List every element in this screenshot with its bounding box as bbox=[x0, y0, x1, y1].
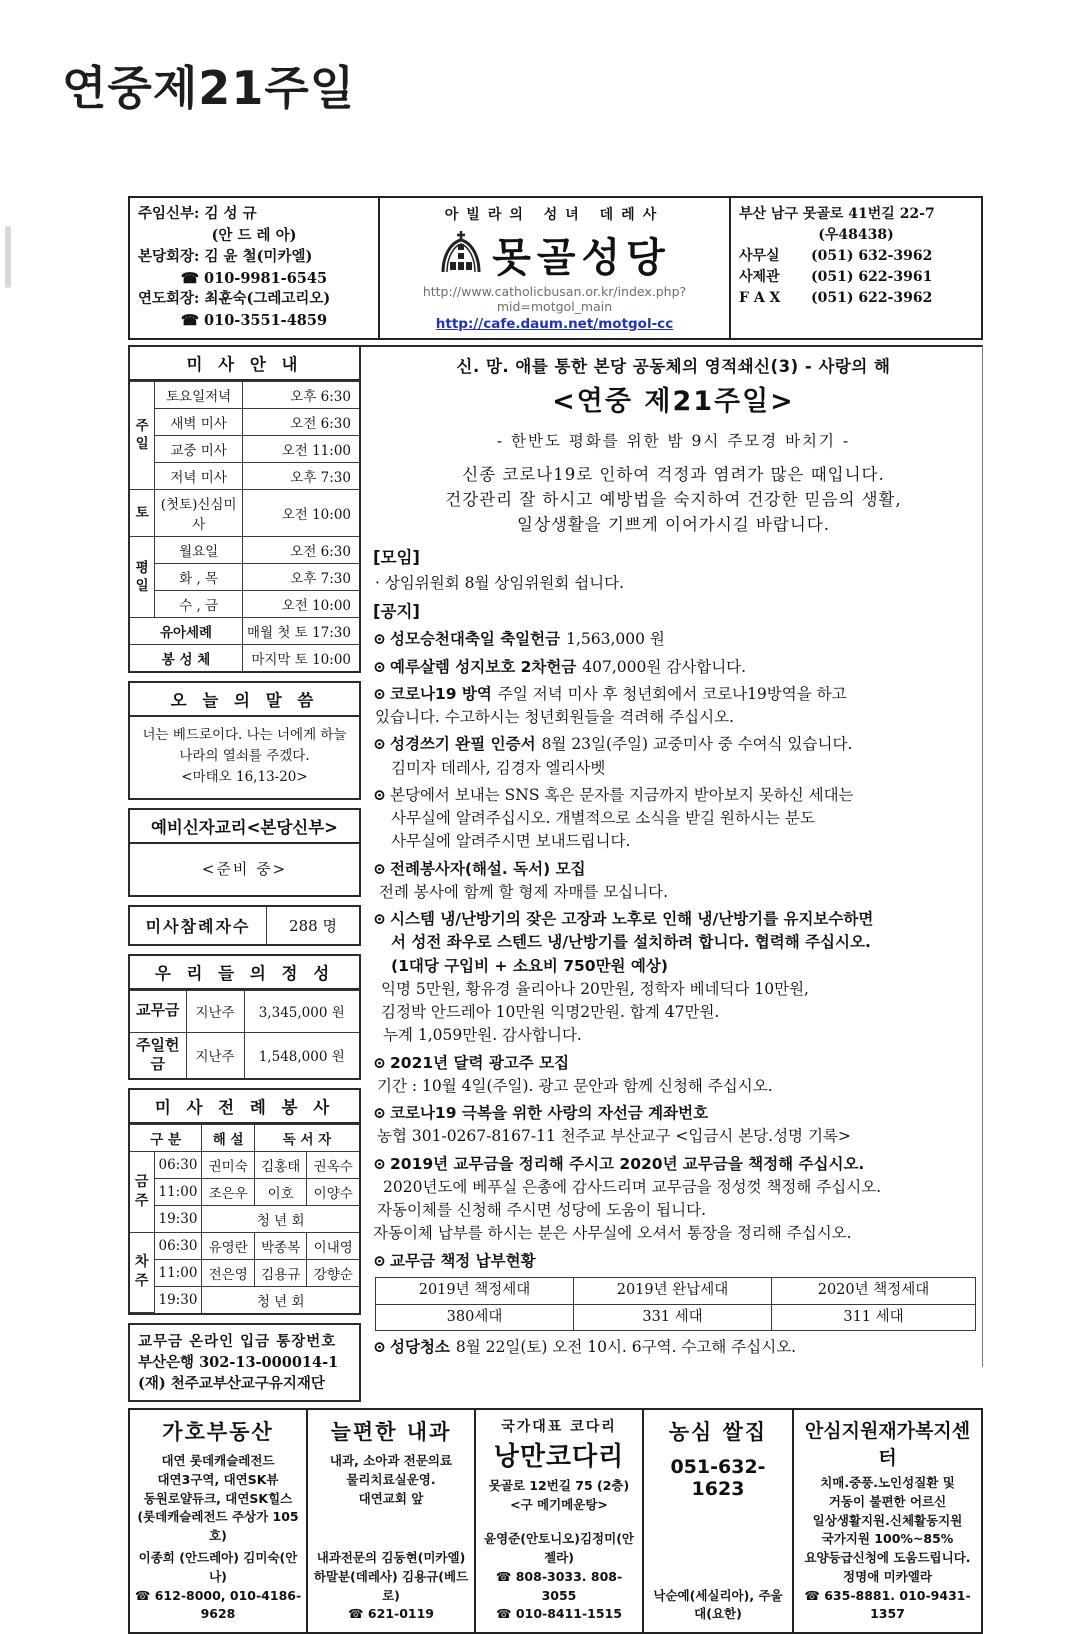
yeondo-name: 최훈숙(그레고리오) bbox=[204, 290, 331, 308]
sidebar bbox=[128, 345, 361, 1402]
bullet-icon: ⊙ bbox=[373, 1337, 386, 1357]
offering-table bbox=[130, 990, 359, 1078]
offering-title: 우 리 들 의 정 성 bbox=[130, 956, 359, 990]
notice-item: ⊙ 전례봉사자(해설. 독서) 모집 전례 봉사에 함께 할 형제 자매를 모십니다. bbox=[373, 858, 669, 901]
table-row: 11:00 전은영 김용규 강향순 bbox=[130, 1259, 359, 1286]
rectory-phone: (051) 622-3961 bbox=[811, 269, 933, 285]
ad-phone: ☎ 635-8881. 010-9431-1357 bbox=[804, 1587, 971, 1622]
main-content bbox=[361, 345, 983, 1367]
notice-list bbox=[373, 627, 974, 1359]
mass-schedule-table bbox=[130, 381, 359, 671]
yeondo-phone: ☎ 010-3551-4859 bbox=[180, 312, 328, 330]
ad-title: 늘편한 내과 bbox=[330, 1420, 452, 1445]
this-week-label: 금주 bbox=[130, 1151, 154, 1232]
communion-visit-time: 마지막 토 10:00 bbox=[243, 644, 359, 671]
bullet-icon: ⊙ bbox=[373, 784, 386, 804]
bank-account-title: 교무금 온라인 입금 통장번호 bbox=[138, 1333, 337, 1351]
catechism-box bbox=[128, 808, 361, 897]
church-address: 부산 남구 못골로 41번길 22-7 bbox=[739, 206, 935, 222]
ad-welfare-center: 안심지원재가복지센터 치매.중풍.노인성질환 및 거동이 불편한 어르신 일상생활지원.신체활동지원 국가지원 100%~85% 요양등급신청에 도움드립니다. 정명애 미카엘라 ☎ 635-8881. 010-9431-1357 bbox=[794, 1410, 981, 1632]
bullet-icon: ⊙ bbox=[373, 1153, 386, 1173]
bulletin-scan bbox=[128, 196, 983, 1634]
table-row bbox=[130, 644, 359, 671]
attendance-box bbox=[128, 905, 361, 946]
table-row: 새벽 미사 오전 6:30 bbox=[130, 408, 359, 435]
notice-item: ⊙ 성당청소 8월 22일(토) 오전 10시. 6구역. 수고해 주십시오. bbox=[373, 1337, 797, 1357]
servers-box bbox=[128, 1088, 361, 1316]
diocese-url: http://www.catholicbusan.or.kr/index.php?mid=motgol_main bbox=[422, 284, 687, 315]
notice-item: ⊙ 시스템 냉/난방기의 잦은 고장과 노후로 인해 냉/난방기를 유지보수하면 서 성전 좌우로 스텐드 냉/난방기를 설치하려 합니다. 협력해 주십시오. (1대당 구입비 + 소요비 750만원 예상) 익명 5만원, 황유경 율리아나 20만원, 정학자 베네딕다 10만원, 김정박 안드레아 10만원 익명2만원. 합계 47만원. 누계 1,059만원. 감사합니다. bbox=[373, 909, 874, 1045]
prayer-call: - 한반도 평화를 위한 밤 9시 주모경 바치기 - bbox=[496, 432, 851, 451]
bullet-icon: ⊙ bbox=[373, 629, 386, 649]
mass-schedule-title: 미 사 안 내 bbox=[130, 347, 359, 381]
notice-item: ⊙ 교무금 책정 납부현황 2019년 책정세대 2019년 완납세대 2020년 책정세대 380세대 331 세대 311 세대 bbox=[373, 1249, 974, 1332]
catechism-status: <준비 중> bbox=[201, 859, 288, 878]
table-row: 수 , 금 오전 10:00 bbox=[130, 590, 359, 617]
bank-account-box bbox=[128, 1323, 361, 1402]
group-saturday: 토 bbox=[130, 489, 155, 536]
ad-phone: ☎ 010-8411-1515 bbox=[496, 1606, 622, 1622]
chair-name: 김 윤 철(미카엘) bbox=[204, 247, 313, 265]
attendance-label: 미사참례자수 bbox=[130, 907, 267, 944]
bulletin-header bbox=[128, 196, 983, 340]
notice-header: [공지] bbox=[373, 601, 420, 621]
notice-item: ⊙ 2021년 달력 광고주 모집 기간 : 10월 4일(주일). 광고 문안과 함께 신청해 주십시오. bbox=[373, 1052, 773, 1095]
contact-info bbox=[731, 198, 981, 338]
meeting-header: [모임] bbox=[373, 547, 420, 567]
group-weekday: 평일 bbox=[130, 536, 155, 617]
table-row: 19:30 청 년 회 bbox=[130, 1205, 359, 1232]
ad-title: 가호부동산 bbox=[162, 1420, 274, 1445]
table-row: 교무금 지난주 3,345,000 원 bbox=[130, 990, 359, 1032]
church-logo-icon bbox=[438, 230, 484, 278]
servers-table bbox=[130, 1124, 359, 1314]
next-week-label: 차주 bbox=[130, 1232, 154, 1313]
notice-item: ⊙ 코로나19 방역 주일 저녁 미사 후 청년회에서 코로나19방역을 하고 있습니다. 수고하시는 청년회원들을 격려해 주십시오. bbox=[373, 683, 847, 727]
servers-title: 미 사 전 례 봉 사 bbox=[130, 1090, 359, 1124]
cafe-url: http://cafe.daum.net/motgol-cc bbox=[435, 315, 674, 332]
table-row: 평일 월요일 오전 6:30 bbox=[130, 536, 359, 563]
yeondo-label: 연도회장: bbox=[138, 290, 200, 308]
notice-item: ⊙ 예루살렘 성지보호 2차헌금 407,000원 감사합니다. bbox=[373, 656, 747, 676]
catechism-title: 예비신자교리<본당신부> bbox=[130, 810, 359, 844]
table-row: 주일 토요일저녁 오후 6:30 bbox=[130, 381, 359, 408]
infant-baptism-label: 유아세례 bbox=[130, 617, 243, 644]
gospel-reference: <마태오 16,13-20> bbox=[181, 768, 308, 785]
bank-account-holder: (재) 천주교부산교구유지재단 bbox=[138, 1375, 325, 1393]
fax-label: F A X bbox=[739, 290, 781, 306]
bullet-icon: ⊙ bbox=[373, 656, 386, 676]
table-row: 구 분 해 설 독 서 자 bbox=[130, 1124, 359, 1151]
notice-item: ⊙ 본당에서 보내는 SNS 혹은 문자를 지금까지 받아보지 못하신 세대는 사무실에 알려주십시오. 개별적으로 소식을 받길 원하시는 분도 사무실에 알려주시면 보내드립니다. bbox=[373, 784, 854, 851]
ad-phone: ☎ 612-8000, 010-4186-9628 bbox=[134, 1587, 302, 1622]
clergy-info bbox=[130, 198, 380, 338]
mass-schedule-box bbox=[128, 345, 361, 673]
notice-item: ⊙ 성모승천대축일 축일헌금 1,563,000 원 bbox=[373, 629, 665, 649]
ad-title: 낭만코다리 bbox=[493, 1442, 625, 1473]
offering-box bbox=[128, 954, 361, 1080]
group-sunday: 주일 bbox=[130, 381, 155, 489]
notice-item: ⊙ 코로나19 극복을 위한 사랑의 자선금 계좌번호 농협 301-0267-8167-11 천주교 부산교구 <입금시 본당.성명 기록> bbox=[373, 1103, 851, 1146]
ad-title: 안심지원재가복지센터 bbox=[804, 1420, 971, 1470]
table-row: 화 , 목 오후 7:30 bbox=[130, 563, 359, 590]
bullet-icon: ⊙ bbox=[373, 1250, 386, 1270]
bullet-icon: ⊙ bbox=[373, 734, 386, 754]
table-row: 교중 미사 오전 11:00 bbox=[130, 435, 359, 462]
fax-phone: (051) 622-3962 bbox=[811, 290, 933, 306]
table-row: 2019년 책정세대 2019년 완납세대 2020년 책정세대 bbox=[376, 1277, 976, 1304]
bullet-icon: ⊙ bbox=[373, 909, 386, 929]
attendance-count: 288 명 bbox=[289, 916, 337, 935]
patron-saint: 아빌라의 성녀 데레사 bbox=[444, 207, 665, 223]
table-row: 저녁 미사 오후 7:30 bbox=[130, 462, 359, 489]
table-row: 금주 06:30 권미숙 김홍태 권옥수 bbox=[130, 1151, 359, 1178]
pastor-baptismal-name: (안 드 레 아) bbox=[211, 227, 297, 245]
bullet-icon: ⊙ bbox=[373, 1103, 386, 1123]
ad-clinic: 늘편한 내과 내과, 소아과 전문의료 물리치료실운영. 대연교회 앞 내과전문의 김동현(미카엘) 하말분(데레사) 김용규(베드로) ☎ 621-0119 bbox=[308, 1410, 476, 1632]
meeting-item: · 상임위원회 8월 상임위원회 쉽니다. bbox=[375, 574, 625, 593]
bullet-icon: ⊙ bbox=[373, 683, 386, 703]
bullet-icon: ⊙ bbox=[373, 1052, 386, 1072]
table-row bbox=[130, 617, 359, 644]
pastor-name: 김 성 규 bbox=[204, 205, 257, 222]
ad-real-estate: 가호부동산 대연 롯데캐슬레전드 대연3구역, 대연SK뷰 동원로얄듀크, 대연SK힐스 (롯데캐슬레전드 주상가 105호) 이종희 (안드레아) 김미숙(안나) ☎ 612-8000, 010-4186-9628 bbox=[130, 1410, 308, 1632]
communion-visit-label: 봉 성 체 bbox=[130, 644, 243, 671]
office-label: 사무실 bbox=[739, 248, 780, 264]
ad-phone: 051-632-1623 bbox=[670, 1456, 766, 1501]
notice-item: ⊙ 성경쓰기 완필 인증서 8월 23일(주일) 교중미사 중 수여식 있습니다. 김미자 데레사, 김경자 엘리사벳 bbox=[373, 734, 853, 777]
church-name: 못골성당 bbox=[492, 234, 671, 281]
ad-subtitle: 국가대표 코다리 bbox=[501, 1419, 617, 1436]
bank-account-number: 부산은행 302-13-000014-1 bbox=[138, 1354, 339, 1372]
postal-code: (우48438) bbox=[818, 227, 894, 243]
ad-phone: ☎ 621-0119 bbox=[348, 1606, 434, 1622]
campaign-line: 신. 망. 애를 통한 본당 공동체의 영적쇄신(3) - 사랑의 해 bbox=[456, 356, 891, 376]
rectory-label: 사제관 bbox=[739, 269, 780, 285]
church-identity bbox=[380, 198, 731, 338]
week-heading: <연중 제21주일> bbox=[552, 385, 795, 417]
pastor-label: 주임신부: bbox=[138, 205, 200, 222]
table-row: 토 (첫토)신심미사 오전 10:00 bbox=[130, 489, 359, 536]
assessment-table bbox=[375, 1277, 976, 1332]
todays-word-box bbox=[128, 681, 361, 800]
ads-row bbox=[128, 1408, 983, 1634]
ad-phone: ☎ 808-3033. 808-3055 bbox=[495, 1568, 623, 1603]
office-phone: (051) 632-3962 bbox=[811, 248, 933, 264]
table-row: 주일헌금 지난주 1,548,000 원 bbox=[130, 1032, 359, 1078]
bullet-icon: ⊙ bbox=[373, 858, 386, 878]
chair-phone: ☎ 010-9981-6545 bbox=[180, 269, 328, 287]
table-row: 11:00 조은우 이호 이양수 bbox=[130, 1178, 359, 1205]
chair-label: 본당회장: bbox=[138, 247, 200, 265]
todays-word-title: 오 늘 의 말 씀 bbox=[130, 683, 359, 717]
table-row: 차주 06:30 유영란 박종복 이내영 bbox=[130, 1232, 359, 1259]
scrollbar[interactable] bbox=[5, 226, 11, 288]
infant-baptism-time: 매월 첫 토 17:30 bbox=[243, 617, 359, 644]
gospel-quote: 너는 베드로이다. 나는 너에게 하늘 나라의 열쇠를 주겠다. <마태오 16,13-20> bbox=[130, 717, 359, 798]
page-title: 연중제21주일 bbox=[62, 61, 356, 115]
ad-restaurant: 국가대표 코다리 낭만코다리 못골로 12번길 75 (2층) <구 메기메운탕> 윤영준(안토니오)김정미(안젤라) ☎ 808-3033. 808-3055 ☎ 010-8411-1515 bbox=[476, 1410, 644, 1632]
notice-item: ⊙ 2019년 교무금을 정리해 주시고 2020년 교무금을 책정해 주십시오. 2020년도에 베푸실 은총에 감사드리며 교무금을 정성껏 책정해 주십시오. 자동이체를 신청해 주시면 성당에 도움이 됩니다. 자동이체 납부를 하시는 분은 사무실에 오셔서 통장을 정리해 주십시오. bbox=[373, 1153, 882, 1243]
covid-intro: 신종 코로나19로 인하여 걱정과 염려가 많은 때입니다. 건강관리 잘 하시고 예방법을 숙지하여 건강한 믿음의 생활, 일상생활을 기쁘게 이어가시길 바랍니다. bbox=[445, 465, 902, 534]
table-row: 19:30 청 년 회 bbox=[130, 1286, 359, 1313]
table-row: 380세대 331 세대 311 세대 bbox=[376, 1304, 976, 1331]
ad-title: 농심 쌀집 bbox=[668, 1420, 768, 1445]
ad-rice-shop: 농심 쌀집 051-632-1623 낙순예(세실리아), 주울대(요한) bbox=[644, 1410, 794, 1632]
